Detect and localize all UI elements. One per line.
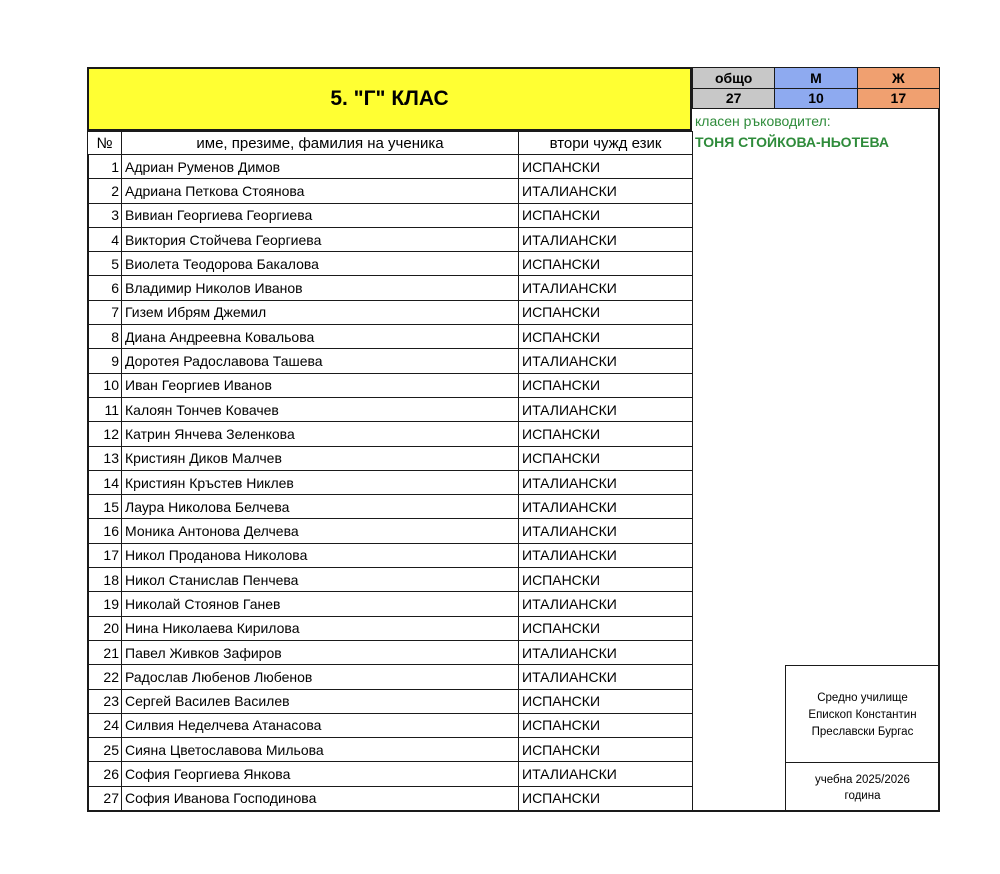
table-row [88,276,693,300]
student-name: София Иванова Господинова [122,786,519,810]
student-number: 21 [88,640,122,664]
second-language: ИСПАНСКИ [519,713,693,737]
male-label: М [775,68,857,89]
table-row [88,397,693,421]
student-name: Павел Живков Зафиров [122,640,519,664]
student-name: Радослав Любенов Любенов [122,665,519,689]
student-name: Никол Проданова Николова [122,543,519,567]
table-row [88,738,693,762]
roster-header-row [88,132,693,155]
student-name: Гизем Ибрям Джемил [122,300,519,324]
header-second-language: втори чужд език [519,132,693,155]
header-student-name: име, презиме, фамилия на ученика [122,132,519,155]
table-row [88,373,693,397]
table-row [88,203,693,227]
table-row [88,349,693,373]
table-row [88,446,693,470]
table-row [88,155,693,179]
second-language: ИТАЛИАНСКИ [519,519,693,543]
female-label: Ж [857,68,939,89]
class-title [87,67,692,131]
student-name: Калоян Тончев Ковачев [122,397,519,421]
female-value: 17 [857,88,939,109]
student-number: 3 [88,203,122,227]
student-number: 16 [88,519,122,543]
second-language: ИТАЛИАНСКИ [519,640,693,664]
second-language: ИТАЛИАНСКИ [519,227,693,251]
class-teacher-label: класен ръководител: [695,113,831,129]
second-language: ИТАЛИАНСКИ [519,397,693,421]
table-row [88,689,693,713]
student-number: 6 [88,276,122,300]
table-row [88,179,693,203]
student-number: 11 [88,397,122,421]
student-number: 7 [88,300,122,324]
table-row [88,227,693,251]
table-row [88,665,693,689]
student-name: Никол Станислав Пенчева [122,568,519,592]
student-number: 17 [88,543,122,567]
student-name: Моника Антонова Делчева [122,519,519,543]
student-number: 5 [88,252,122,276]
school-name [786,690,939,741]
student-number: 10 [88,373,122,397]
school-box-divider [786,762,939,763]
second-language: ИСПАНСКИ [519,300,693,324]
student-number: 18 [88,568,122,592]
table-row [88,616,693,640]
second-language: ИСПАНСКИ [519,689,693,713]
second-language: ИСПАНСКИ [519,446,693,470]
student-name: Сияна Цветославова Мильова [122,738,519,762]
second-language: ИТАЛИАНСКИ [519,470,693,494]
table-row [88,640,693,664]
student-name: Адриана Петкова Стоянова [122,179,519,203]
student-name: Кристиян Диков Малчев [122,446,519,470]
second-language: ИТАЛИАНСКИ [519,592,693,616]
class-stats-table [692,67,940,109]
student-number: 9 [88,349,122,373]
student-name: Нина Николаева Кирилова [122,616,519,640]
student-number: 26 [88,762,122,786]
student-name: София Георгиева Янкова [122,762,519,786]
student-number: 25 [88,738,122,762]
second-language: ИТАЛИАНСКИ [519,276,693,300]
second-language: ИСПАНСКИ [519,786,693,810]
student-name: Катрин Янчева Зеленкова [122,422,519,446]
student-number: 8 [88,325,122,349]
second-language: ИСПАНСКИ [519,422,693,446]
student-number: 2 [88,179,122,203]
student-number: 13 [88,446,122,470]
student-number: 24 [88,713,122,737]
second-language: ИСПАНСКИ [519,738,693,762]
student-number: 12 [88,422,122,446]
student-name: Виктория Стойчева Георгиева [122,227,519,251]
male-value: 10 [775,88,857,109]
second-language: ИСПАНСКИ [519,203,693,227]
school-year-line2: година [844,790,881,802]
total-label: общо [693,68,775,89]
second-language: ИТАЛИАНСКИ [519,762,693,786]
student-name: Сергей Василев Василев [122,689,519,713]
table-row [88,422,693,446]
second-language: ИТАЛИАНСКИ [519,179,693,203]
student-name: Адриан Руменов Димов [122,155,519,179]
student-number: 23 [88,689,122,713]
student-number: 1 [88,155,122,179]
table-row [88,786,693,810]
school-year [786,772,939,804]
student-name: Виолета Теодорова Бакалова [122,252,519,276]
class-title-text: 5. "Г" КЛАС [330,87,449,110]
school-name-line1: Средно училище [817,692,908,704]
header-number: № [88,132,122,155]
student-number: 27 [88,786,122,810]
student-name: Иван Георгиев Иванов [122,373,519,397]
school-info-box [785,665,940,812]
student-roster-table [87,131,693,811]
school-name-line2: Епископ Константин [808,709,917,721]
total-value: 27 [693,88,775,109]
table-row [88,543,693,567]
student-name: Лаура Николова Белчева [122,495,519,519]
table-row [88,592,693,616]
table-row [88,762,693,786]
school-year-line1: учебна 2025/2026 [815,774,910,786]
table-row [88,519,693,543]
school-name-line3: Преславски Бургас [811,726,914,738]
class-teacher-name: ТОНЯ СТОЙКОВА-НЬОТЕВА [695,134,889,150]
table-row [88,325,693,349]
student-name: Вивиан Георгиева Георгиева [122,203,519,227]
table-row [88,495,693,519]
student-number: 22 [88,665,122,689]
student-name: Кристиян Кръстев Никлев [122,470,519,494]
second-language: ИСПАНСКИ [519,616,693,640]
table-row [88,568,693,592]
student-number: 20 [88,616,122,640]
student-name: Диана Андреевна Ковальова [122,325,519,349]
second-language: ИСПАНСКИ [519,325,693,349]
student-number: 19 [88,592,122,616]
second-language: ИТАЛИАНСКИ [519,665,693,689]
student-number: 14 [88,470,122,494]
student-name: Владимир Николов Иванов [122,276,519,300]
second-language: ИТАЛИАНСКИ [519,543,693,567]
table-row [88,470,693,494]
table-row [88,713,693,737]
second-language: ИСПАНСКИ [519,373,693,397]
student-name: Силвия Неделчева Атанасова [122,713,519,737]
student-number: 15 [88,495,122,519]
stats-values-row [693,88,940,109]
student-number: 4 [88,227,122,251]
table-row [88,300,693,324]
stats-labels-row [693,68,940,89]
student-name: Доротея Радославова Ташева [122,349,519,373]
table-row [88,252,693,276]
second-language: ИСПАНСКИ [519,568,693,592]
student-name: Николай Стоянов Ганев [122,592,519,616]
second-language: ИТАЛИАНСКИ [519,495,693,519]
second-language: ИСПАНСКИ [519,155,693,179]
second-language: ИТАЛИАНСКИ [519,349,693,373]
second-language: ИСПАНСКИ [519,252,693,276]
